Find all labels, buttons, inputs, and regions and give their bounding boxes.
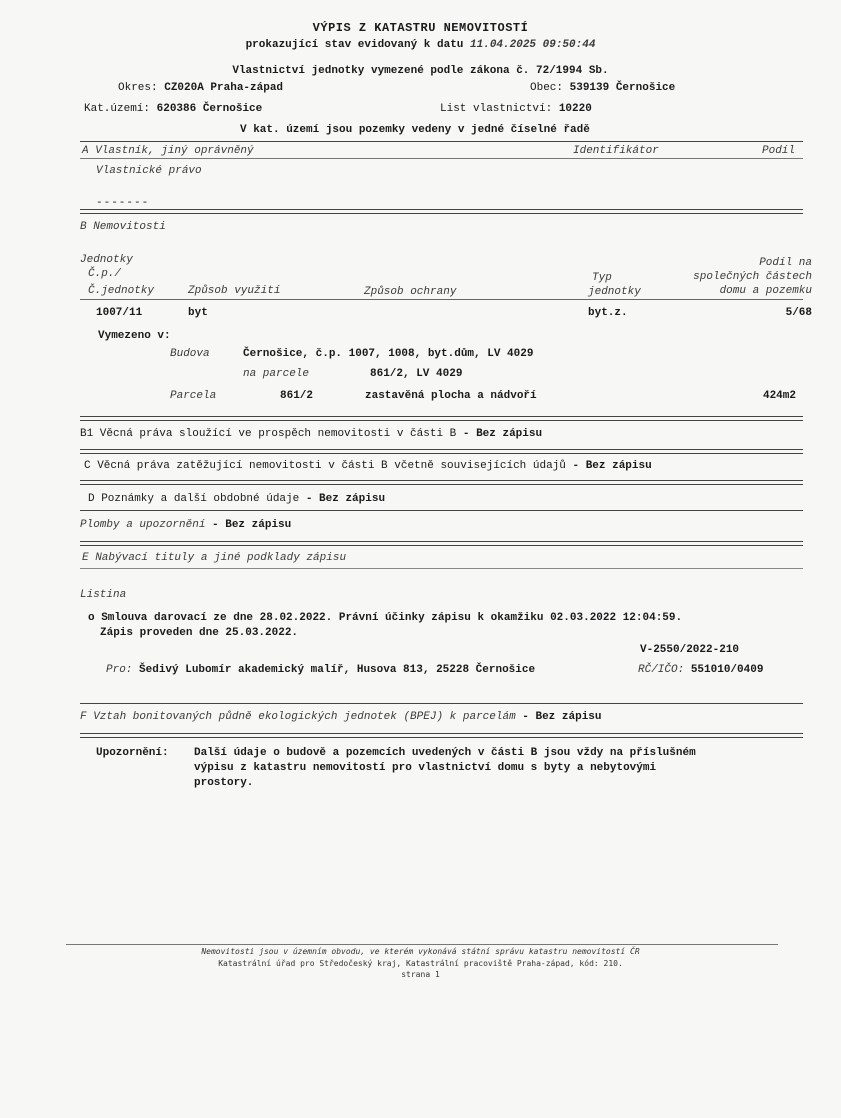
units-label: Jednotky — [80, 254, 133, 266]
col-unit: Č.jednotky — [88, 285, 155, 297]
parcel-area: 424m2 — [762, 390, 796, 402]
page-number: strana 1 — [401, 970, 440, 979]
double-divider — [80, 733, 803, 738]
col-type-2: jednotky — [588, 286, 641, 298]
notice-label: Upozornění: — [96, 747, 169, 759]
divider — [80, 703, 803, 704]
identifier-header: Identifikátor — [573, 145, 659, 157]
divider — [80, 299, 803, 300]
parcel-label: Parcela — [170, 390, 217, 402]
notice-line1: Další údaje o budově a pozemcích uvedených v části B jsou vždy na příslušném — [194, 747, 696, 759]
section-d-status: - Bez zápisu — [305, 493, 386, 505]
on-parcel-value: 861/2, LV 4029 — [370, 368, 463, 380]
listina-line1 — [88, 611, 682, 625]
parcel-type: zastavěná plocha a nádvoří — [365, 390, 537, 402]
defined-in: Vymezeno v: — [98, 330, 171, 342]
lv-value: 10220 — [558, 103, 592, 115]
footer-line1: Nemovitosti jsou v územním obvodu, ve kterém vykonává státní správu katastru nemovitostí ČR — [201, 947, 640, 956]
on-parcel-label: na parcele — [243, 368, 310, 380]
double-divider — [80, 480, 803, 485]
building-value: Černošice, č.p. 1007, 1008, byt.dům, LV 4029 — [243, 348, 534, 360]
unit-type: byt.z. — [588, 307, 628, 319]
for-value: Šedivý Lubomír akademický malíř, Husova 813, 25228 Černošice — [139, 664, 536, 676]
obec-value: 539139 Černošice — [569, 82, 676, 94]
rc-label: RČ/IČO: — [638, 664, 685, 676]
footer-divider — [66, 944, 778, 945]
col-cp: Č.p./ — [88, 268, 122, 280]
listina-for — [106, 663, 535, 677]
col-use: Způsob využití — [188, 285, 281, 297]
subtitle-prefix: prokazující stav evidovaný k datu — [245, 39, 464, 51]
listina-ref: V-2550/2022-210 — [640, 644, 740, 656]
section-d-text: D Poznámky a další obdobné údaje — [88, 493, 300, 505]
section-f — [80, 710, 602, 724]
notice-line2: výpisu z katastru nemovitostí pro vlastnictví domu s byty a nebytovými — [194, 762, 657, 774]
parcel-number: 861/2 — [280, 390, 314, 402]
unit-number: 1007/11 — [96, 307, 143, 319]
okres-value: CZ020A Praha-západ — [164, 82, 284, 94]
section-e-heading: E Nabývací tituly a jiné podklady zápisu — [82, 552, 347, 564]
plomby-text: Plomby a upozornění — [80, 519, 206, 531]
col-share-2: společných částech — [693, 271, 812, 283]
document-subtitle — [0, 38, 841, 52]
section-b1-status: - Bez zápisu — [462, 428, 543, 440]
katuzemi — [84, 102, 262, 116]
col-type-1: Typ — [592, 272, 612, 284]
obec-label: Obec: — [530, 82, 564, 94]
katuzemi-value: 620386 Černošice — [156, 103, 263, 115]
okres-label: Okres: — [118, 82, 158, 94]
divider — [80, 510, 803, 511]
divider — [80, 141, 803, 142]
unit-use: byt — [188, 307, 208, 319]
katuzemi-label: Kat.území: — [84, 103, 151, 115]
section-d — [88, 492, 385, 506]
share-header: Podíl — [762, 145, 796, 157]
section-a-heading: A Vlastník, jiný oprávněný — [82, 145, 254, 157]
double-divider — [80, 449, 803, 454]
ownership-right: Vlastnické právo — [96, 165, 202, 177]
section-b1 — [80, 427, 542, 441]
footer-line2: Katastrální úřad pro Středočeský kraj, Katastrální pracoviště Praha-západ, kód: 210. — [218, 959, 623, 968]
listina-rc — [638, 663, 763, 677]
col-protection: Způsob ochrany — [364, 286, 457, 298]
building-label: Budova — [170, 348, 210, 360]
section-b1-text: B1 Věcná práva sloužící ve prospěch nemovitosti v části B — [80, 428, 457, 440]
section-b-heading: B Nemovitosti — [80, 221, 166, 233]
listina-doc-detail: ze dne 28.02.2022. Právní účinky zápisu k okamžiku 02.03.2022 12:04:59. — [206, 612, 683, 624]
listina-doc-type: o Smlouva darovací — [88, 612, 207, 624]
section-plomby — [80, 518, 291, 532]
double-divider — [80, 541, 803, 546]
col-share-1: Podíl na — [759, 257, 812, 269]
subtitle-date: 11.04.2025 09:50:44 — [470, 39, 596, 51]
obec — [530, 81, 675, 95]
notice-line3: prostory. — [194, 777, 254, 789]
listina-label: Listina — [80, 589, 127, 601]
okres — [118, 81, 283, 95]
section-f-text: F Vztah bonitovaných půdně ekologických jednotek (BPEJ) k parcelám — [80, 711, 516, 723]
section-f-status: - Bez zápisu — [522, 711, 602, 723]
section-c — [84, 459, 652, 473]
document-title: VÝPIS Z KATASTRU NEMOVITOSTÍ — [312, 21, 529, 35]
listina-line2: Zápis proveden dne 25.03.2022. — [100, 627, 299, 639]
unit-share: 5/68 — [785, 307, 812, 319]
double-divider — [80, 209, 803, 214]
owner-dashes: ------- — [96, 197, 150, 209]
ownership-line: Vlastnictví jednotky vymezené podle zákona č. 72/1994 Sb. — [232, 65, 609, 77]
section-c-status: - Bez zápisu — [572, 460, 652, 472]
double-divider — [80, 416, 803, 421]
divider — [80, 158, 803, 159]
list-vlastnictvi — [440, 102, 592, 116]
for-label: Pro: — [106, 664, 133, 676]
col-share-3: domu a pozemku — [719, 285, 812, 297]
parcel-note: V kat. území jsou pozemky vedeny v jedné číselné řadě — [240, 124, 590, 136]
lv-label: List vlastnictví: — [440, 103, 553, 115]
divider — [80, 568, 803, 569]
plomby-status: - Bez zápisu — [212, 519, 292, 531]
section-c-text: C Věcná práva zatěžující nemovitosti v části B včetně souvisejících údajů — [84, 460, 566, 472]
rc-value: 551010/0409 — [690, 664, 764, 676]
